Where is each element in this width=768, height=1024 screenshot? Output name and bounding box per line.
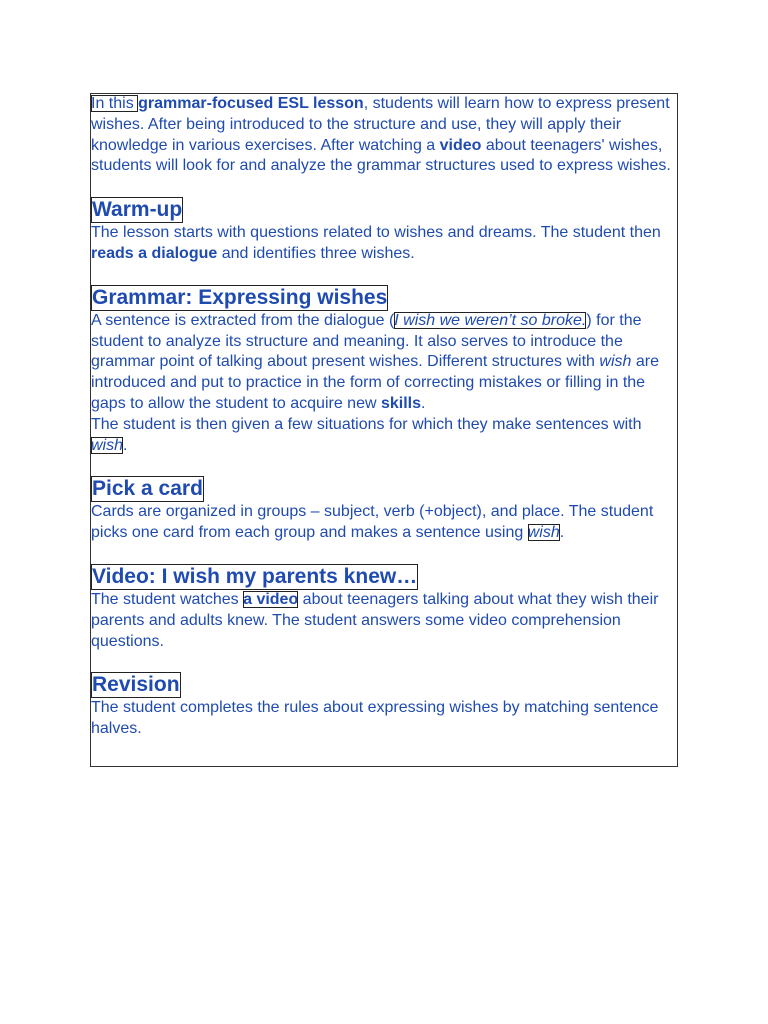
pickcard-text-2: .	[559, 524, 565, 542]
revision-paragraph	[91, 698, 677, 740]
revision-heading	[91, 672, 677, 698]
spacer	[91, 652, 677, 672]
warmup-text-2: and identifies three wishes.	[217, 244, 415, 262]
video-heading	[91, 564, 677, 590]
warmup-bold-dialogue: reads a dialogue	[91, 244, 218, 262]
grammar-italic-wish: wish	[599, 353, 632, 371]
spacer	[91, 544, 677, 564]
pickcard-heading-text: Pick a card	[92, 477, 203, 501]
warmup-text-1: The lesson starts with questions related to wishes and dreams. The student then	[91, 224, 661, 242]
intro-bold-lesson: grammar-focused ESL lesson	[138, 95, 364, 112]
grammar-heading	[91, 285, 677, 311]
spacer	[91, 177, 677, 197]
grammar-text-1: A sentence is extracted from the dialogue (	[91, 311, 395, 329]
grammar-paragraph	[91, 311, 677, 457]
intro-text-3: about teenagers' wishes, students will look for and analyze the grammar structures used to express wishes.	[91, 136, 671, 175]
spacer	[91, 265, 677, 285]
video-heading-text: Video: I wish my parents knew…	[92, 564, 418, 588]
pickcard-italic-wish: wish	[527, 524, 560, 542]
spacer	[91, 456, 677, 476]
grammar-italic-wish-2: wish	[91, 436, 124, 454]
pickcard-heading	[91, 476, 677, 502]
pickcard-text-1: Cards are organized in groups – subject, verb (+object), and place. The student picks one card from each group and makes a sentence using	[91, 503, 654, 542]
grammar-text-3: are introduced and put to practice in the form of correcting mistakes or filling in the gaps to allow the student to acquire new	[91, 353, 659, 412]
video-paragraph	[91, 590, 677, 652]
video-text-1: The student watches	[91, 590, 244, 608]
grammar-italic-sentence: I wish we weren’t so broke.	[394, 311, 587, 329]
grammar-text-5: The student is then given a few situations for which they make sentences with	[91, 415, 642, 433]
warmup-heading-text: Warm-up	[92, 198, 183, 222]
grammar-bold-skills: skills	[380, 394, 421, 412]
intro-text-2: , students will learn how to express present wishes. After being introduced to the structure and use, they will apply their knowledge in various exercises. After watching a	[91, 95, 670, 154]
warmup-heading	[91, 197, 677, 223]
grammar-heading-text: Grammar: Expressing wishes	[92, 285, 388, 309]
revision-heading-text: Revision	[92, 673, 180, 697]
intro-paragraph	[91, 94, 677, 177]
grammar-text-6: .	[123, 436, 128, 454]
pickcard-paragraph	[91, 502, 677, 544]
warmup-paragraph	[91, 223, 677, 265]
grammar-text-4: .	[421, 394, 426, 412]
video-text-2: about teenagers talking about what they wish their parents and adults knew. The student answers some video comprehension questions.	[91, 590, 659, 650]
intro-text-1: In this	[91, 95, 139, 112]
revision-text-1: The student completes the rules about expressing wishes by matching sentence halves.	[91, 699, 659, 738]
lesson-description	[90, 93, 678, 767]
grammar-text-2: ) for the student to analyze its structure and meaning. It also serves to introduce the grammar point of talking about present wishes. Different structures with	[91, 311, 642, 371]
intro-bold-video: video	[439, 136, 482, 154]
video-bold-video: a video	[243, 590, 299, 608]
